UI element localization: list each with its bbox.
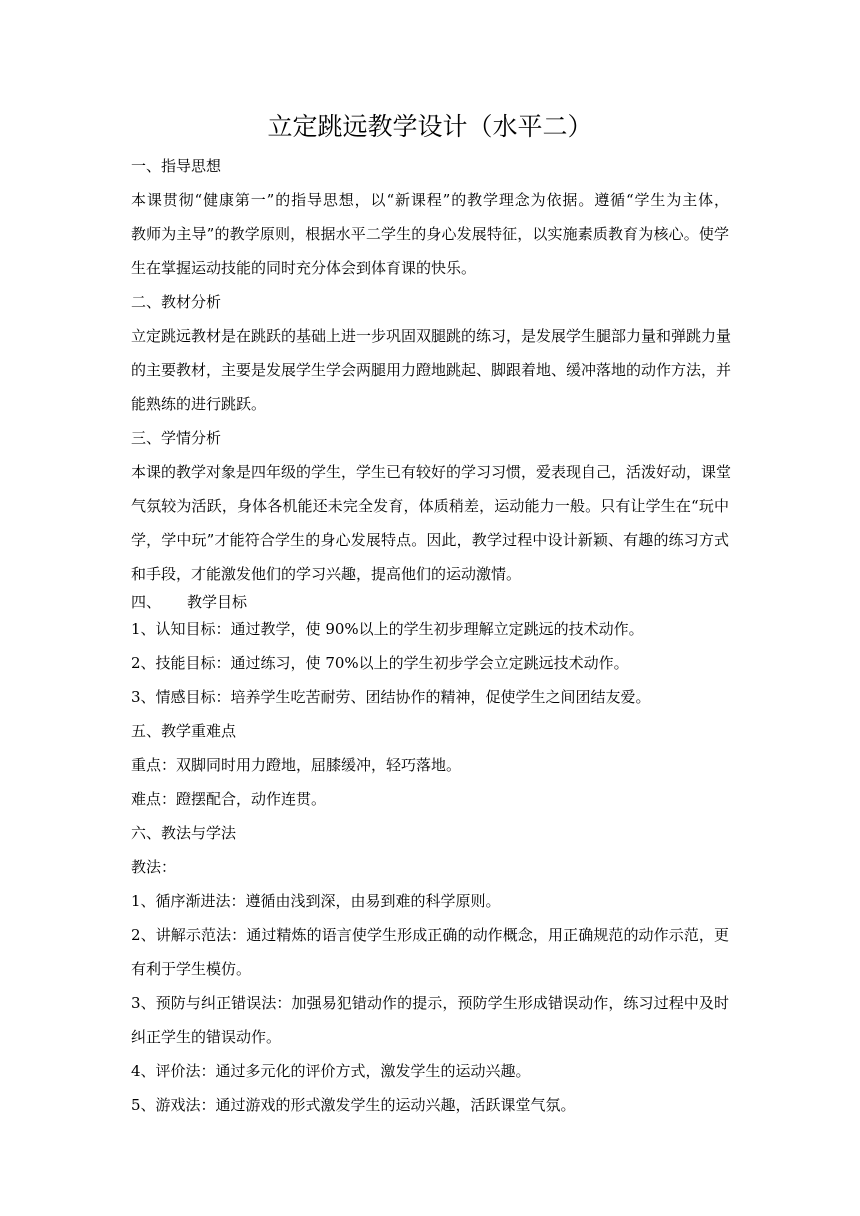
method-item: 3、预防与纠正错误法：加强易犯错动作的提示，预防学生形成错误动作，练习过程中及时 [131,994,729,1012]
objective-item: 2、技能目标：通过练习，使 70%以上的学生初步学会立定跳远技术动作。 [131,654,629,672]
objective-item: 3、情感目标：培养学生吃苦耐劳、团结协作的精神，促使学生之间团结友爱。 [131,688,651,706]
key-point: 重点：双脚同时用力蹬地，屈膝缓冲，轻巧落地。 [131,756,462,774]
document-title: 立定跳远教学设计（水平二） [267,112,593,141]
paragraph-line: 的主要教材，主要是发展学生学会两腿用力蹬地跳起、脚跟着地、缓冲落地的动作方法，并 [131,361,732,379]
method-item: 5、游戏法：通过游戏的形式激发学生的运动兴趣，活跃课堂气氛。 [131,1096,576,1114]
heading-number: 四、 [131,593,162,611]
paragraph-line: 本课的教学对象是四年级的学生，学生已有较好的学习习惯，爱表现自己，活泼好动，课堂 [131,463,732,481]
paragraph-line: 气氛较为活跃，身体各机能还未完全发育，体质稍差，运动能力一般。只有让学生在“玩中 [131,497,729,515]
objective-item: 1、认知目标：通过教学，使 90%以上的学生初步理解立定跳远的技术动作。 [131,620,644,638]
section-heading-key-points: 五、教学重难点 [131,722,237,740]
method-item-continued: 纠正学生的错误动作。 [131,1028,282,1046]
section-heading-student-analysis: 三、学情分析 [131,429,222,447]
sub-heading-teaching-methods: 教法： [131,858,177,876]
paragraph-line: 生在掌握运动技能的同时充分体会到体育课的快乐。 [131,259,477,277]
section-heading-material-analysis: 二、教材分析 [131,293,222,311]
heading-text: 教学目标 [187,593,248,611]
method-item: 2、讲解示范法：通过精炼的语言使学生形成正确的动作概念，用正确规范的动作示范，更 [131,926,729,944]
paragraph-line: 能熟练的进行跳跃。 [131,395,267,413]
section-heading-guiding-thought: 一、指导思想 [131,157,222,175]
method-item-continued: 有利于学生模仿。 [131,960,252,978]
paragraph-line: 本课贯彻“健康第一”的指导思想，以“新课程”的教学理念为依据。遵循“学生为主体， [131,191,729,209]
paragraph-line: 教师为主导”的教学原则，根据水平二学生的身心发展特征，以实施素质教育为核心。使学 [131,225,729,243]
section-heading-teaching-objectives [131,591,247,613]
method-item: 1、循序渐进法：遵循由浅到深，由易到难的科学原则。 [131,892,501,910]
paragraph-line: 立定跳远教材是在跳跃的基础上进一步巩固双腿跳的练习，是发展学生腿部力量和弹跳力量 [131,327,732,345]
paragraph-line: 和手段，才能激发他们的学习兴趣，提高他们的运动激情。 [131,565,522,583]
section-heading-methods: 六、教法与学法 [131,824,237,842]
method-item: 4、评价法：通过多元化的评价方式，激发学生的运动兴趣。 [131,1062,531,1080]
difficult-point: 难点：蹬摆配合，动作连贯。 [131,790,327,808]
paragraph-line: 学，学中玩”才能符合学生的身心发展特点。因此，教学过程中设计新颖、有趣的练习方式 [131,531,729,549]
